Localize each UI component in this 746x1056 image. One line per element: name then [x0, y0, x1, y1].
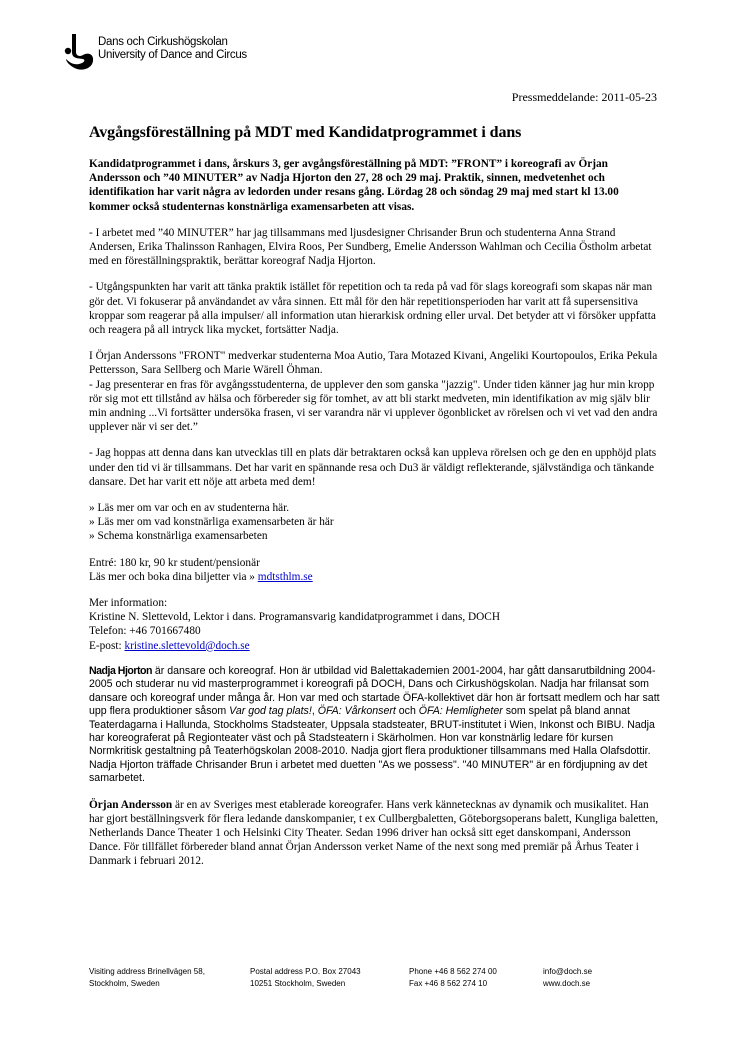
contact-email-label: E-post:	[89, 639, 125, 652]
contact-name: Kristine N. Slettevold, Lektor i dans. Programansvarig kandidatprogrammet i dans, DOCH	[89, 611, 501, 624]
footer-visiting-address	[89, 966, 205, 990]
article	[89, 120, 661, 881]
footer-phone: Phone +46 8 562 274 00	[409, 967, 497, 976]
tickets-link[interactable]: mdtsthlm.se	[257, 570, 313, 583]
tickets-label: Läs mer och boka dina biljetter via »	[89, 570, 258, 583]
org-name-english: University of Dance and Circus	[98, 49, 247, 61]
contact-email-link[interactable]: kristine.slettevold@doch.se	[124, 639, 250, 652]
bio-orjan-text: är en av Sveriges mest etablerade koreografer. Hans verk kännetecknas av dynamik och musikalitet. Han har gjort beställningsverk för flera ledande danskompanier, t ex Cullbergbaletten, Göteborgsoperans balett, Kungliga baletten, Netherlands Dance Theater 1 och Helsinki City Theater. Sedan 1996 driver han också sitt eget danskompani, Andersson Dance. För tillfället förbereder bland annat Örjan Andersson verket Name of the next song med premiär på Århus Teater i Danmark i februari 2012.	[89, 798, 659, 868]
bio-nadja-work-1: Var god tag plats!	[229, 705, 312, 718]
bio-orjan	[89, 798, 661, 869]
paragraph-1: - I arbetet med ”40 MINUTER” har jag tillsammans med ljusdesigner Chrisander Brun och studenterna Anna Strand Andersen, Erika Thalinsson Ranhagen, Elvira Roos, Per Sundberg, Emelie Andersson Wahlman och Cecilia Östholm arbetat med en föreställningspraktik, berättar koreograf Nadja Hjorton.	[89, 226, 652, 268]
bio-nadja	[89, 665, 661, 786]
footer-postal-address	[250, 966, 361, 990]
footer-email[interactable]: info@doch.se	[543, 967, 593, 976]
link-schedule[interactable]: » Schema konstnärliga examensarbeten	[89, 530, 268, 543]
bio-nadja-name: Nadja Hjorton	[89, 664, 152, 677]
entry-price: Entré: 180 kr, 90 kr student/pensionär	[89, 556, 260, 569]
paragraph-5: - Jag hoppas att denna dans kan utvecklas till en plats där betraktaren också kan uppleva rörelsen och ge den en upphöjd plats under den tid vi är tillsammans. Det har varit en spännande resa och Du3 är väldigt reflekterande, självständiga och tänkande dansare. Det har varit ett nöje att arbeta med dem!	[89, 447, 657, 488]
paragraph-4: - Jag presenterar en fras för avgångsstudenterna, de upplever den som ganska "jazzig". Under tiden känner jag hur min kropp rör sig mot ett tillstånd av hälsa och förbereder sig för tomhet, av att bli starkt medveten, min identifikation av mig själv blir min andning ...Vi fortsätter undersöka frasen, vi ser varandra när vi upplever ögonblicket av rörelsen och vi vet vad den andra upplever när vi ser det.”	[89, 378, 658, 434]
footer-visit-line-2: Stockholm, Sweden	[89, 979, 160, 988]
footer-postal-line-1: Postal address P.O. Box 27043	[250, 967, 361, 976]
paragraph-3: I Örjan Anderssons "FRONT" medverkar studenterna Moa Autio, Tara Motazed Kivani, Angeliki Kourtopoulos, Erika Pekula Pettersson, Sara Sellberg och Marie Wärell Öhman.	[89, 350, 658, 377]
press-release-date: Pressmeddelande: 2011-05-23	[511, 90, 657, 104]
bio-nadja-work-2: ÖFA: Vårkonsert	[317, 705, 396, 718]
footer-contact	[543, 966, 592, 990]
article-title: Avgångsföreställning på MDT med Kandidatprogrammet i dans	[89, 124, 522, 141]
bio-orjan-name: Örjan Andersson	[89, 798, 173, 811]
footer-website[interactable]: www.doch.se	[543, 979, 591, 988]
bio-nadja-work-3: ÖFA: Hemligheter	[418, 705, 503, 718]
contact-info	[89, 596, 661, 653]
more-links	[89, 501, 661, 544]
contact-phone: Telefon: +46 701667480	[89, 625, 201, 638]
link-exam-works[interactable]: » Läs mer om vad konstnärliga examensarbeten är här	[89, 516, 334, 529]
bio-nadja-text-4: som spelat på bland annat Teaterdagarna i Hallunda, Stockholms Stadsteater, Uppsala stadsteater, BRUT-institutet i Wien, Inkonst och BIBU. Nadja har koreograferat på Regionteater väst och på Stadsteatern i Skärholmen. Hon var konstnärlig ledare för kursen Normkritisk gestaltning på Teaterhögskolan 2008-2010. Nadja gjort flera produktioner tillsammans med Halla Olafsdottir. Nadja Hjorton träffade Chrisander Brun i arbetet med duetten "As we possess". "40 MINUTER" är en fördjupning av det samarbetet.	[89, 705, 655, 785]
footer-postal-line-2: 10251 Stockholm, Sweden	[250, 979, 346, 988]
doch-logo-icon	[64, 32, 94, 72]
org-name-swedish: Dans och Cirkushögskolan	[98, 36, 228, 48]
ticket-info	[89, 556, 661, 584]
article-lead: Kandidatprogrammet i dans, årskurs 3, ger avgångsföreställning på MDT: ”FRONT” i koreografi av Örjan Andersson och ”40 MINUTER” av Nadja Hjorton den 27, 28 och 29 maj. Praktik, sinnen, medvetenhet och identifikation har varit några av ledorden under resans gång. Lördag 28 och söndag 29 maj med start kl 13.00 kommer också studenternas konstnärliga examensarbeten att visas.	[89, 158, 619, 213]
bio-nadja-text-1: är dansare och koreograf. Hon är utbildad vid Balettakademien 2001-2004, har gått dansarutbildning 2004-2005 och studerar nu vid masterprogrammet i koreografi på DOCH, Dans och Cirkushögskolan. Nadja har frilansat som dansare och koreograf under många år. Hon var med och startade ÖFA-kollektivet där hon är fortsatt medlem och har satt upp flera produktioner såsom	[89, 664, 660, 718]
paragraph-2: - Utgångspunkten har varit att tänka praktik istället för repetition och ta reda på vad för slags koreografi som skapas när man gör det. Vi fokuserar på användandet av våra sinnen. Ett mål för den här repetitionsperioden har varit att få supersensitiva kroppar som reagerar på alla impulser/ all information utan hierarkisk ordning eller urval. Det betyder att vi försöker uppfatta och reagera på all intryck lika mycket, fortsätter Nadja.	[89, 281, 656, 337]
footer-visit-line-1: Visiting address Brinellvägen 58,	[89, 967, 205, 976]
bio-nadja-text-3: och	[395, 705, 419, 718]
org-name	[98, 36, 247, 62]
bio-nadja-text-2: ,	[311, 705, 318, 718]
footer-fax: Fax +46 8 562 274 10	[409, 979, 488, 988]
footer-phone-fax	[409, 966, 497, 990]
link-students[interactable]: » Läs mer om var och en av studenterna här.	[89, 502, 290, 515]
contact-heading: Mer information:	[89, 597, 168, 610]
